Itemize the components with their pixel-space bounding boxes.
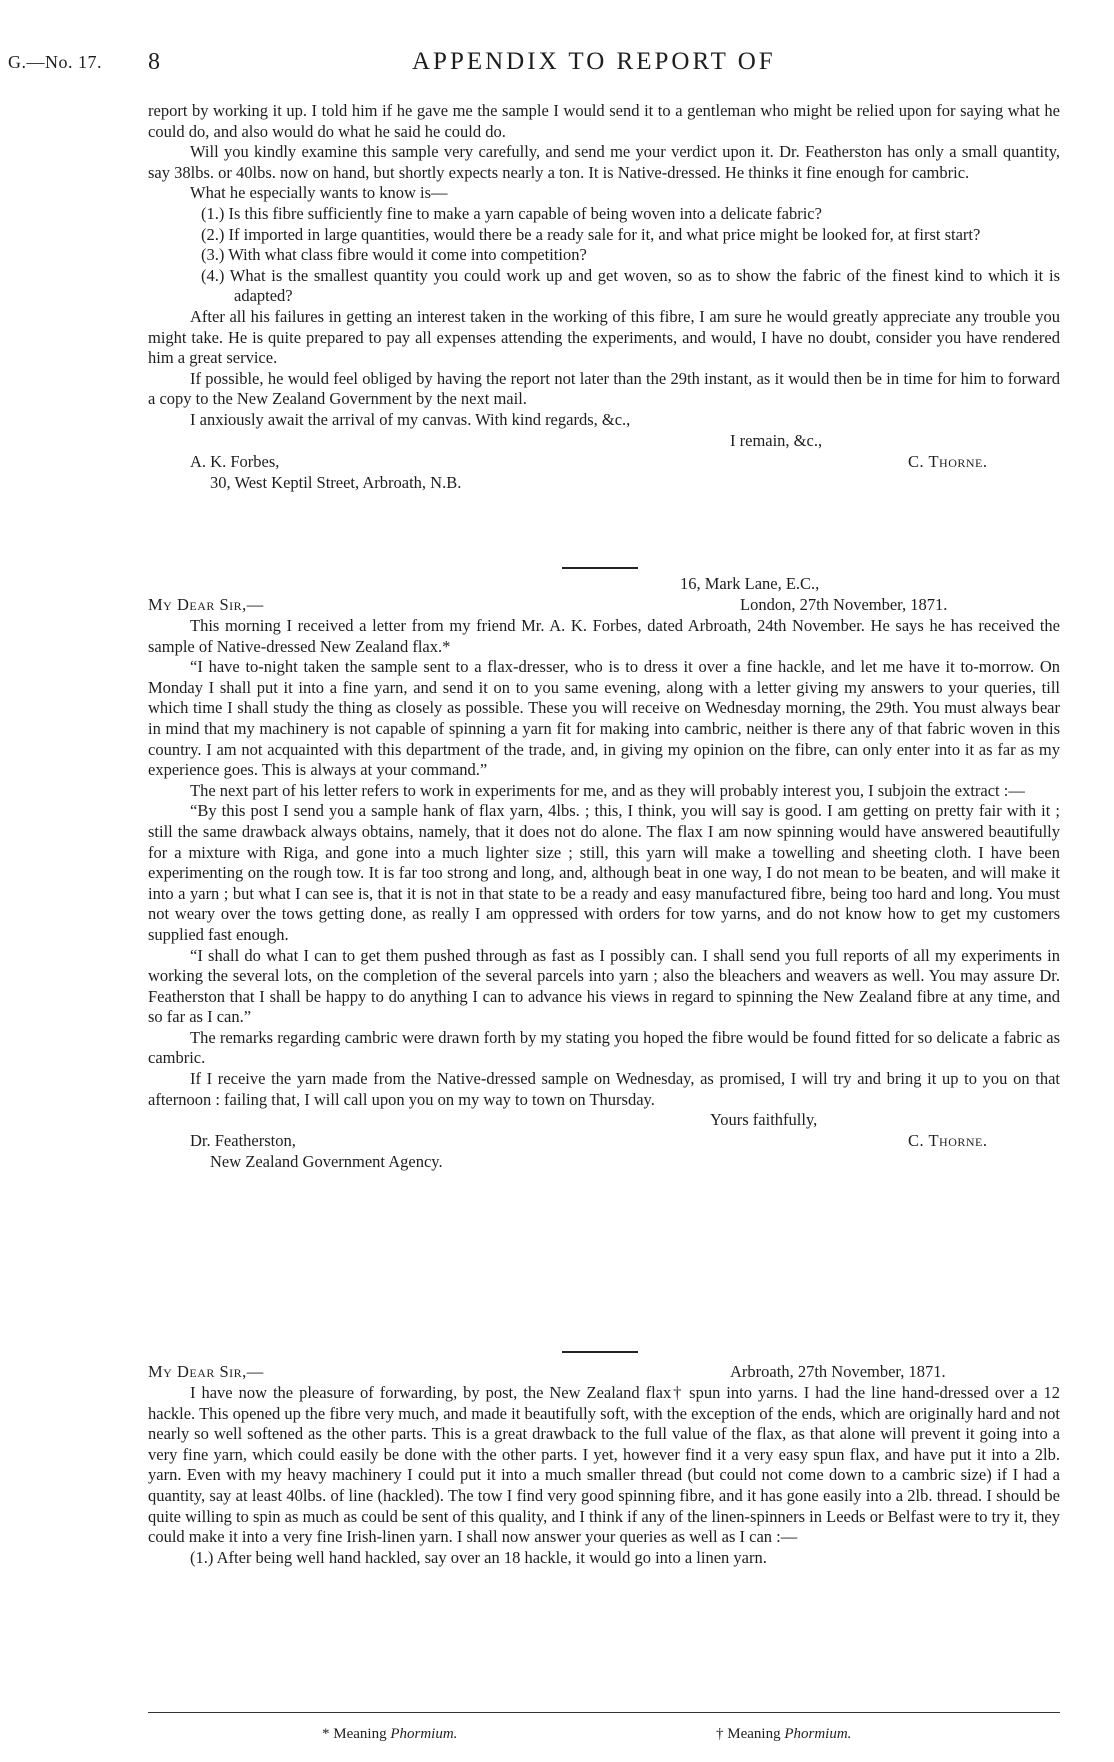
letter-date: London, 27th November, 1871. (740, 595, 948, 614)
footnote-2-prefix: † Meaning (716, 1726, 781, 1742)
sender-address: 16, Mark Lane, E.C., (680, 574, 820, 593)
paragraph: “I shall do what I can to get them pushed through as fast as I possibly can. I shall send you full reports of all my experiments in working the several lots, on the completion of the several parcels into yarn ; also the bleachers and weavers as well. You may assure Dr. Featherston that I shall be happy to do anything I can to advance his views in regard to spinning the New Zealand fibre at any time, and so far as I can.” (148, 945, 1060, 1027)
addressee-org-line (148, 1152, 1060, 1173)
footnote-1-prefix: * Meaning (322, 1726, 387, 1742)
paragraph: The remarks regarding cambric were drawn forth by my stating you hoped the fibre would be found fitted for so delicate a fabric as cambric. (148, 1027, 1060, 1068)
signature-line (148, 452, 1060, 473)
letter-date: Arbroath, 27th November, 1871. (730, 1362, 946, 1381)
valediction: I remain, &c., (730, 430, 823, 450)
paragraph: The next part of his letter refers to work in experiments for me, and as they will probably interest you, I subjoin the extract :— (190, 780, 1025, 800)
paragraph: What he especially wants to know is— (190, 183, 448, 203)
address-line (148, 473, 1060, 494)
paragraph: If possible, he would feel obliged by having the report not later than the 29th instant, as it would then be in time for him to forward a copy to the New Zealand Government by the next mail. (148, 368, 1060, 409)
question-item: (2.) If imported in large quantities, would there be a ready sale for it, and what price might be looked for, at first start? (201, 224, 981, 244)
addressee-name: A. K. Forbes, (190, 451, 280, 471)
document-reference: G.—No. 17. (8, 52, 102, 72)
signature: C. Thorne. (908, 1131, 988, 1151)
valediction-line (148, 431, 1060, 452)
addressee-org: New Zealand Government Agency. (210, 1152, 443, 1172)
footnote-1-term: Phormium. (390, 1726, 458, 1742)
paragraph: “I have to-night taken the sample sent to a flax-dresser, who is to dress it over a fine hackle, and let me have it to-morrow. On Monday I shall put it into a fine yarn, and send it on to you same evening, along with a letter giving my answers to your queries, till which time I shall study the thing as closely as possible. These you will receive on Wednesday morning, the 29th. You must always bear in mind that my machinery is not capable of spinning a yarn fit for making into cambric, neither is there any of that fabric woven in this country. I am not acquainted with this department of the trade, and, in giving my opinion on the fibre, can only enter into it as far as my experience goes. This is always at your command.” (148, 657, 1060, 780)
signature-line (148, 1131, 1060, 1152)
salutation-line (148, 595, 1060, 616)
paragraph: After all his failures in getting an interest taken in the working of this fibre, I am sure he would greatly appreciate any trouble you might take. He is quite prepared to pay all expenses attending the experiments, and would, I have no doubt, consider you have rendered him a great service. (148, 306, 1060, 368)
paragraph: This morning I received a letter from my friend Mr. A. K. Forbes, dated Arbroath, 24th November. He says he has received the sample of Native-dressed New Zealand flax.* (148, 616, 1060, 656)
letter-3 (148, 1362, 1060, 1568)
paragraph: I anxiously await the arrival of my canvas. With kind regards, &c., (190, 409, 631, 429)
question-item: (1.) Is this fibre sufficiently fine to make a yarn capable of being woven into a delicate fabric? (201, 203, 822, 223)
answer-item: (1.) After being well hand hackled, say over an 18 hackle, it would go into a linen yarn. (190, 1547, 767, 1567)
paragraph: Will you kindly examine this sample very carefully, and send me your verdict upon it. Dr. Featherston has only a small quantity, say 38lbs. or 40lbs. now on hand, but shortly expects nearly a ton. It is Native-dressed. He thinks it fine enough for cambric. (148, 142, 1060, 182)
salutation: My Dear Sir,— (148, 595, 264, 614)
question-item: (4.) What is the smallest quantity you could work up and get woven, so as to show the fabric of the finest kind to which it is adapted? (201, 265, 1060, 306)
letter-2 (148, 574, 1060, 1173)
salutation-line (148, 1362, 1060, 1383)
footnote-rule (148, 1712, 1060, 1713)
running-title: APPENDIX TO REPORT OF (412, 48, 776, 75)
addressee-name: Dr. Featherston, (190, 1131, 296, 1151)
section-divider (562, 1351, 638, 1353)
paragraph: “By this post I send you a sample hank of flax yarn, 4lbs. ; this, I think, you will say is good. I am getting on pretty fair with it ; still the same drawback always obtains, namely, that it does not do alone. The flax I am now spinning would have answered beautifully for a mixture with Riga, and gone into a much lighter size ; still, this yarn will make a towelling and sheeting cloth. I have been experimenting on the rough tow. It is far too strong and long, and, although beat in one way, I do not mean to be beaten, and will make it into a yarn ; but what I can see is, that it is not in that state to be a ready and easy manufactured fibre, being too hard and long. You must not weary over the tows getting done, as really I am oppressed with orders for tow yarns, and do not know how to get my customers supplied fast enough. (148, 801, 1060, 944)
salutation: My Dear Sir,— (148, 1362, 264, 1381)
valediction-line (148, 1110, 1060, 1131)
valediction: Yours faithfully, (710, 1110, 818, 1130)
page-number: 8 (148, 49, 160, 75)
paragraph: If I receive the yarn made from the Native-dressed sample on Wednesday, as promised, I will try and bring it up to you on that afternoon : failing that, I will call upon you on my way to town on Thursday. (148, 1069, 1060, 1109)
footnote-2 (716, 1726, 851, 1743)
addressee-address: 30, West Keptil Street, Arbroath, N.B. (210, 472, 462, 492)
page-header (0, 48, 1114, 82)
footnote-1 (322, 1726, 457, 1743)
question-item: (3.) With what class fibre would it come into competition? (201, 245, 587, 265)
section-divider (562, 567, 638, 569)
sender-address-line (148, 574, 1060, 595)
signature: C. Thorne. (908, 451, 988, 471)
letter-1 (148, 101, 1060, 494)
paragraph: report by working it up. I told him if he gave me the sample I would send it to a gentleman who might be relied upon for saying what he could do, and also would do what he said he could do. (148, 101, 1060, 141)
footnote-2-term: Phormium. (784, 1726, 852, 1742)
paragraph: I have now the pleasure of forwarding, by post, the New Zealand flax† spun into yarns. I had the line hand-dressed over a 12 hackle. This opened up the fibre very much, and made it beautifully soft, with the exception of the ends, which are originally hard and not nearly so well softened as the other parts. This is a great drawback to the full value of the flax, as that alone will prevent it going into a very fine yarn, which could easily be done with the other parts. I yet, however find it a very easy spun flax, and have put it into a 2lb. yarn. Even with my heavy machinery I could put it into a much smaller thread (but could not come down to a cambric size) if I had a quantity, say at least 40lbs. of line (hackled). The tow I find very good spinning fibre, and it has gone easily into a 2lb. thread. I should be quite willing to spin as much as could be sent of this quality, and I think if any of the linen-spinners in Leeds or Belfast were to try it, they could make it into a very fine Irish-linen yarn. I shall now answer your queries as well as I can :— (148, 1383, 1060, 1547)
